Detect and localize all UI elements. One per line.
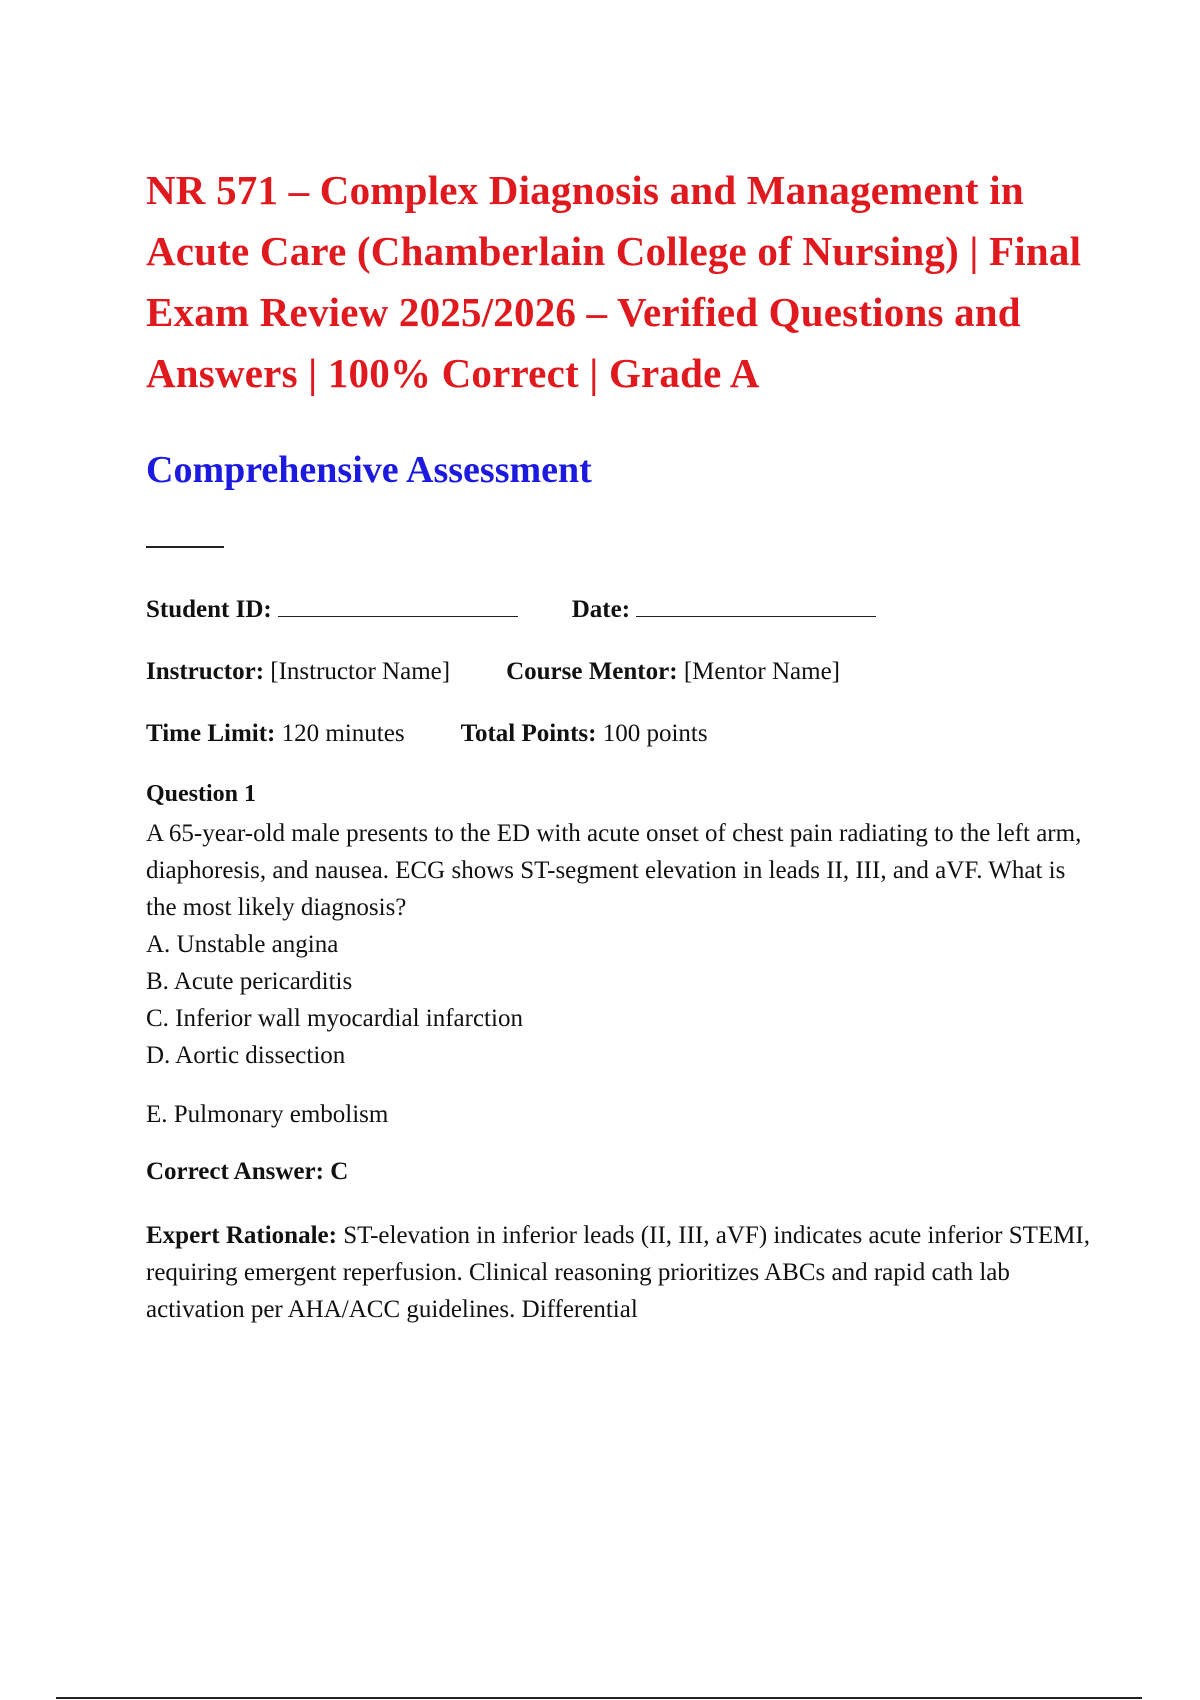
- total-points-value: 100 points: [602, 720, 708, 747]
- document-subtitle: Comprehensive Assessment: [146, 449, 592, 491]
- total-points-label: Total Points:: [460, 720, 597, 747]
- page-bottom-rule: [56, 1697, 1142, 1699]
- document-title: NR 571 – Complex Diagnosis and Management in Acute Care (Chamberlain College of Nursing) | Final Exam Review 2025/2026 – Verified Questions and Answers | 100% Correct | Grade A: [146, 167, 1082, 396]
- instructor-label: Instructor:: [146, 658, 265, 685]
- date-blank: [636, 594, 876, 617]
- date-label: Date:: [571, 596, 631, 623]
- question-text: A 65-year-old male presents to the ED with acute onset of chest pain radiating to the left arm, diaphoresis, and nausea. ECG shows ST-segment elevation in leads II, III, and aVF. What is the most likely diagnosis?: [146, 820, 1082, 921]
- time-points-row: [146, 719, 1096, 749]
- time-limit-value: 120 minutes: [281, 720, 405, 747]
- option-a: A. Unstable angina: [146, 931, 339, 958]
- mentor-label: Course Mentor:: [506, 658, 678, 685]
- instructor-value: [Instructor Name]: [270, 658, 451, 685]
- instructor-mentor-row: [146, 657, 1096, 687]
- student-id-blank: [278, 594, 518, 617]
- rationale-paragraph: [146, 1217, 1096, 1328]
- student-id-label: Student ID:: [146, 596, 272, 623]
- mentor-value: [Mentor Name]: [683, 658, 841, 685]
- option-e: E. Pulmonary embolism: [146, 1101, 389, 1128]
- rationale-label: Expert Rationale:: [146, 1222, 337, 1249]
- time-limit-label: Time Limit:: [146, 720, 276, 747]
- option-d: D. Aortic dissection: [146, 1042, 346, 1069]
- option-c: C. Inferior wall myocardial infarction: [146, 1005, 523, 1032]
- correct-answer: Correct Answer: C: [146, 1158, 349, 1185]
- document-page: [146, 160, 1096, 1328]
- student-date-row: [146, 594, 1096, 625]
- rationale-text: ST-elevation in inferior leads (II, III, aVF) indicates acute inferior STEMI, requiring emergent reperfusion. Clinical reasoning prioritizes ABCs and rapid cath lab activation per AHA/ACC guidelines. Differential: [146, 1222, 1090, 1323]
- section-divider: [146, 546, 224, 548]
- question-heading: Question 1: [146, 781, 257, 807]
- option-b: B. Acute pericarditis: [146, 968, 353, 995]
- answer-options: [146, 926, 1096, 1074]
